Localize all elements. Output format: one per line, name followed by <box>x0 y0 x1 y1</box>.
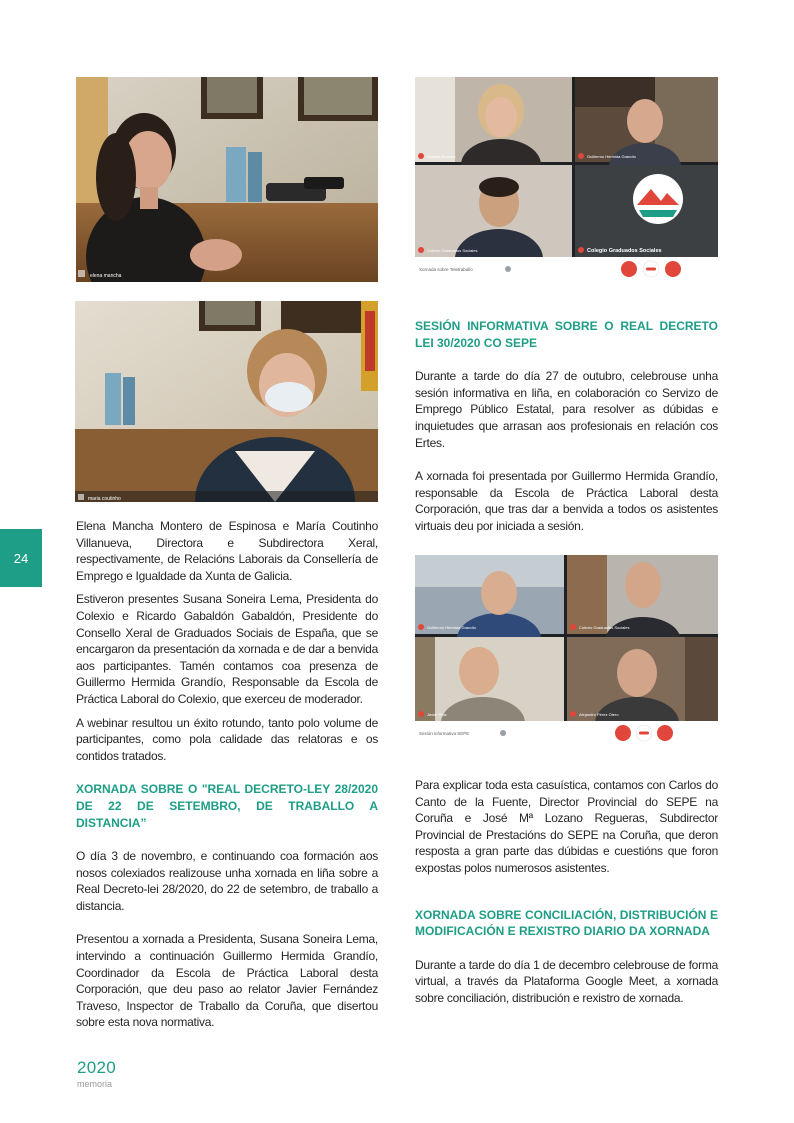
meet-tile-label: Guillermo Hermida Grandío <box>427 625 476 630</box>
camera-icon[interactable] <box>657 725 673 741</box>
meet-tile-label: Alejandro Pérez Otero <box>579 712 619 717</box>
heading-conciliacion: XORNADA SOBRE CONCILIACIÓN, DISTRIBUCIÓN E MODIFICACIÓN E REXISTRO DIARIO DA XORNADA <box>415 907 718 939</box>
meet-tile-label: Colexio Graduados Sociales <box>427 248 478 253</box>
meet-tile-label: Javier Ruiz <box>427 712 447 717</box>
logo-emblem <box>633 174 683 224</box>
paragraph-teletraballo-date: O día 3 de novembro, e continuando coa formación aos nosos colexiados realizouse unha xornada en liña sobre a Real Decreto-lei 28/2020, do 22 de setembro, de traballo a distancia. <box>76 849 378 913</box>
video-caption: maria coutinho <box>88 496 121 502</box>
meet-tile-label: Susana Soneira <box>427 154 456 159</box>
meeting-name: Xornada sobre Teletraballo <box>419 267 473 272</box>
heading-sepe-session: SESIÓN INFORMATIVA SOBRE O REAL DECRETO LEI 30/2020 CO SEPE <box>415 319 718 350</box>
microphone-icon[interactable] <box>621 261 637 277</box>
camera-icon[interactable] <box>665 261 681 277</box>
paragraph-conciliacion: Durante a tarde do día 1 de decembro celebrouse de forma virtual, a través da Plataforma Google Meet, a xornada sobre conciliación, distribución e rexistro de xornada. <box>415 957 718 1005</box>
meet-tile-label: Guillermo Hermida Grandío <box>587 154 636 159</box>
paragraph-sepe-intro: Durante a tarde do día 27 de outubro, celebrouse unha sesión informativa en liña, en colaboración co Servizo de Emprego Público Estatal, para resolver as dúbidas e inquietudes que arrasan aos profesionais en relación cos Ertes. <box>415 369 718 450</box>
shield-icon <box>500 730 506 736</box>
right-column-bottom <box>415 777 718 1014</box>
paragraph-sepe-speakers: Para explicar toda esta casuística, contamos con Carlos do Canto de la Fuente, Director Provincial do SEPE na Coruña e José Mª Lozano Regueras, Subdirector Provincial de Prestacións do SEPE na Coruña, que deron resposta a gran parte das dúbidas e cuestións que foron expostas polos numerosos asistentes. <box>415 778 718 875</box>
paragraph-sepe-presentation: A xornada foi presentada por Guillermo Hermida Grandío, responsable da Escola de Práctica Laboral desta Corporación, que tras dar a benvida a todos os asistentes virtuais deu por iniciada a sesión. <box>415 469 718 533</box>
footer-year: 2020 <box>77 1058 117 1077</box>
photo-elena-mancha <box>76 77 378 282</box>
meet-tile-label: Colexio Graduados Sociales <box>579 625 630 630</box>
meet-grid-image <box>415 555 718 744</box>
heading-teletraballo: XORNADA SOBRE O "REAL DECRETO-LEY 28/2020 DE 22 DE SETEMBRO, DE TRABALLO A DISTANCIA” <box>76 782 378 830</box>
meeting-name: Sesión informativa SEPE <box>419 731 470 736</box>
microphone-icon[interactable] <box>615 725 631 741</box>
paragraph-attendees: Estiveron presentes Susana Soneira Lema, Presidenta do Colexio e Ricardo Gabaldón Gabaldón, Presidente do Consello Xeral de Graduados Sociais de España, que se encargaron da presentación da xornada e de dar a benvida aos participantes. Tamén contamos coa presenza de Guillermo Hermida Grandío, Responsable da Escola de Práctica Laboral do Colexio, que exerceu de moderador. <box>76 592 378 706</box>
meet-grid-image <box>415 77 718 280</box>
right-column-top <box>415 318 718 542</box>
paragraph-teletraballo-speakers: Presentou a xornada a Presidenta, Susana Soneira Lema, intervindo a continuación Guillermo Hermida Grandío, Coordinador da Escola de Práctica Laboral desta Corporación, que deu paso ao relator Javier Fernández Traveso, Inspector de Traballo da Coruña, que disertou sobre esta nova normativa. <box>76 932 378 1030</box>
paragraph-webinar-success: A webinar resultou un éxito rotundo, tanto polo volume de participantes, como pola calidade das relatoras e os contidos tratados. <box>76 715 378 763</box>
footer-memoria: memoria <box>77 1079 113 1089</box>
shield-icon <box>505 266 511 272</box>
meet-tile-label: Colegio Graduados Sociales <box>587 248 662 254</box>
meeting-screenshot-2 <box>415 555 718 744</box>
meeting-screenshot-1 <box>415 77 718 280</box>
video-frame-image <box>76 77 378 282</box>
video-caption: elena mancha <box>90 273 122 279</box>
photo-maria-coutinho <box>75 301 378 502</box>
left-column <box>76 518 378 1038</box>
paragraph-speakers: Elena Mancha Montero de Espinosa e María Coutinho Villanueva, Directora e Subdirectora Xeral, respectivamente, de Relacións Laborais da Consellería de Emprego e Igualdade da Xunta de Galicia. <box>76 519 378 583</box>
page-number-tab: 24 <box>0 529 42 587</box>
video-frame-image <box>75 301 378 502</box>
